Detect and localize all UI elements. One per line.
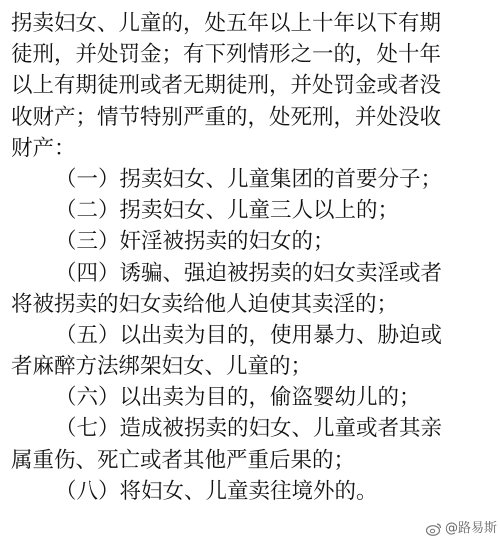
intro-line: 财产： (11, 135, 76, 161)
document-body (11, 8, 495, 507)
list-item (11, 413, 495, 475)
intro-line: 徒刑，并处罚金；有下列情形之一的，处十年 (11, 42, 442, 68)
list-item-line: （五）以出卖为目的，使用暴力、胁迫或 (55, 322, 443, 348)
list-item (11, 476, 495, 507)
list-item (11, 258, 495, 320)
intro-line: 以上有期徒刑或者无期徒刑，并处罚金或者没 (11, 73, 442, 99)
list-item-line: 属重伤、死亡或者其他严重后果的； (11, 447, 356, 473)
watermark-text: @路易斯 (445, 521, 498, 536)
list-item (11, 164, 495, 195)
list-item-line: （一）拐卖妇女、儿童集团的首要分子； (55, 166, 443, 192)
list-item-line: （二）拐卖妇女、儿童三人以上的； (55, 198, 400, 224)
list-item (11, 226, 495, 257)
list-item-line: （八）将妇女、儿童卖往境外的。 (55, 478, 378, 504)
intro-line: 收财产；情节特别严重的，处死刑，并处没收 (11, 104, 442, 130)
list-item-line: （六）以出卖为目的，偷盗婴幼儿的； (55, 385, 421, 411)
list-item-line: 者麻醉方法绑架妇女、儿童的； (11, 354, 313, 380)
list-item (11, 382, 495, 413)
weibo-icon (426, 522, 442, 536)
list-item-line: （四）诱骗、强迫被拐卖的妇女卖淫或者 (55, 260, 443, 286)
list-item-line: （七）造成被拐卖的妇女、儿童或者其亲 (55, 416, 443, 442)
watermark (422, 518, 500, 540)
intro-paragraph (11, 8, 495, 164)
list-item (11, 320, 495, 382)
list-item (11, 195, 495, 226)
intro-line: 拐卖妇女、儿童的，处五年以上十年以下有期 (11, 11, 442, 36)
list-item-line: 将被拐卖的妇女卖给他人迫使其卖淫的； (11, 291, 399, 317)
list-item-line: （三）奸淫被拐卖的妇女的； (55, 229, 335, 255)
